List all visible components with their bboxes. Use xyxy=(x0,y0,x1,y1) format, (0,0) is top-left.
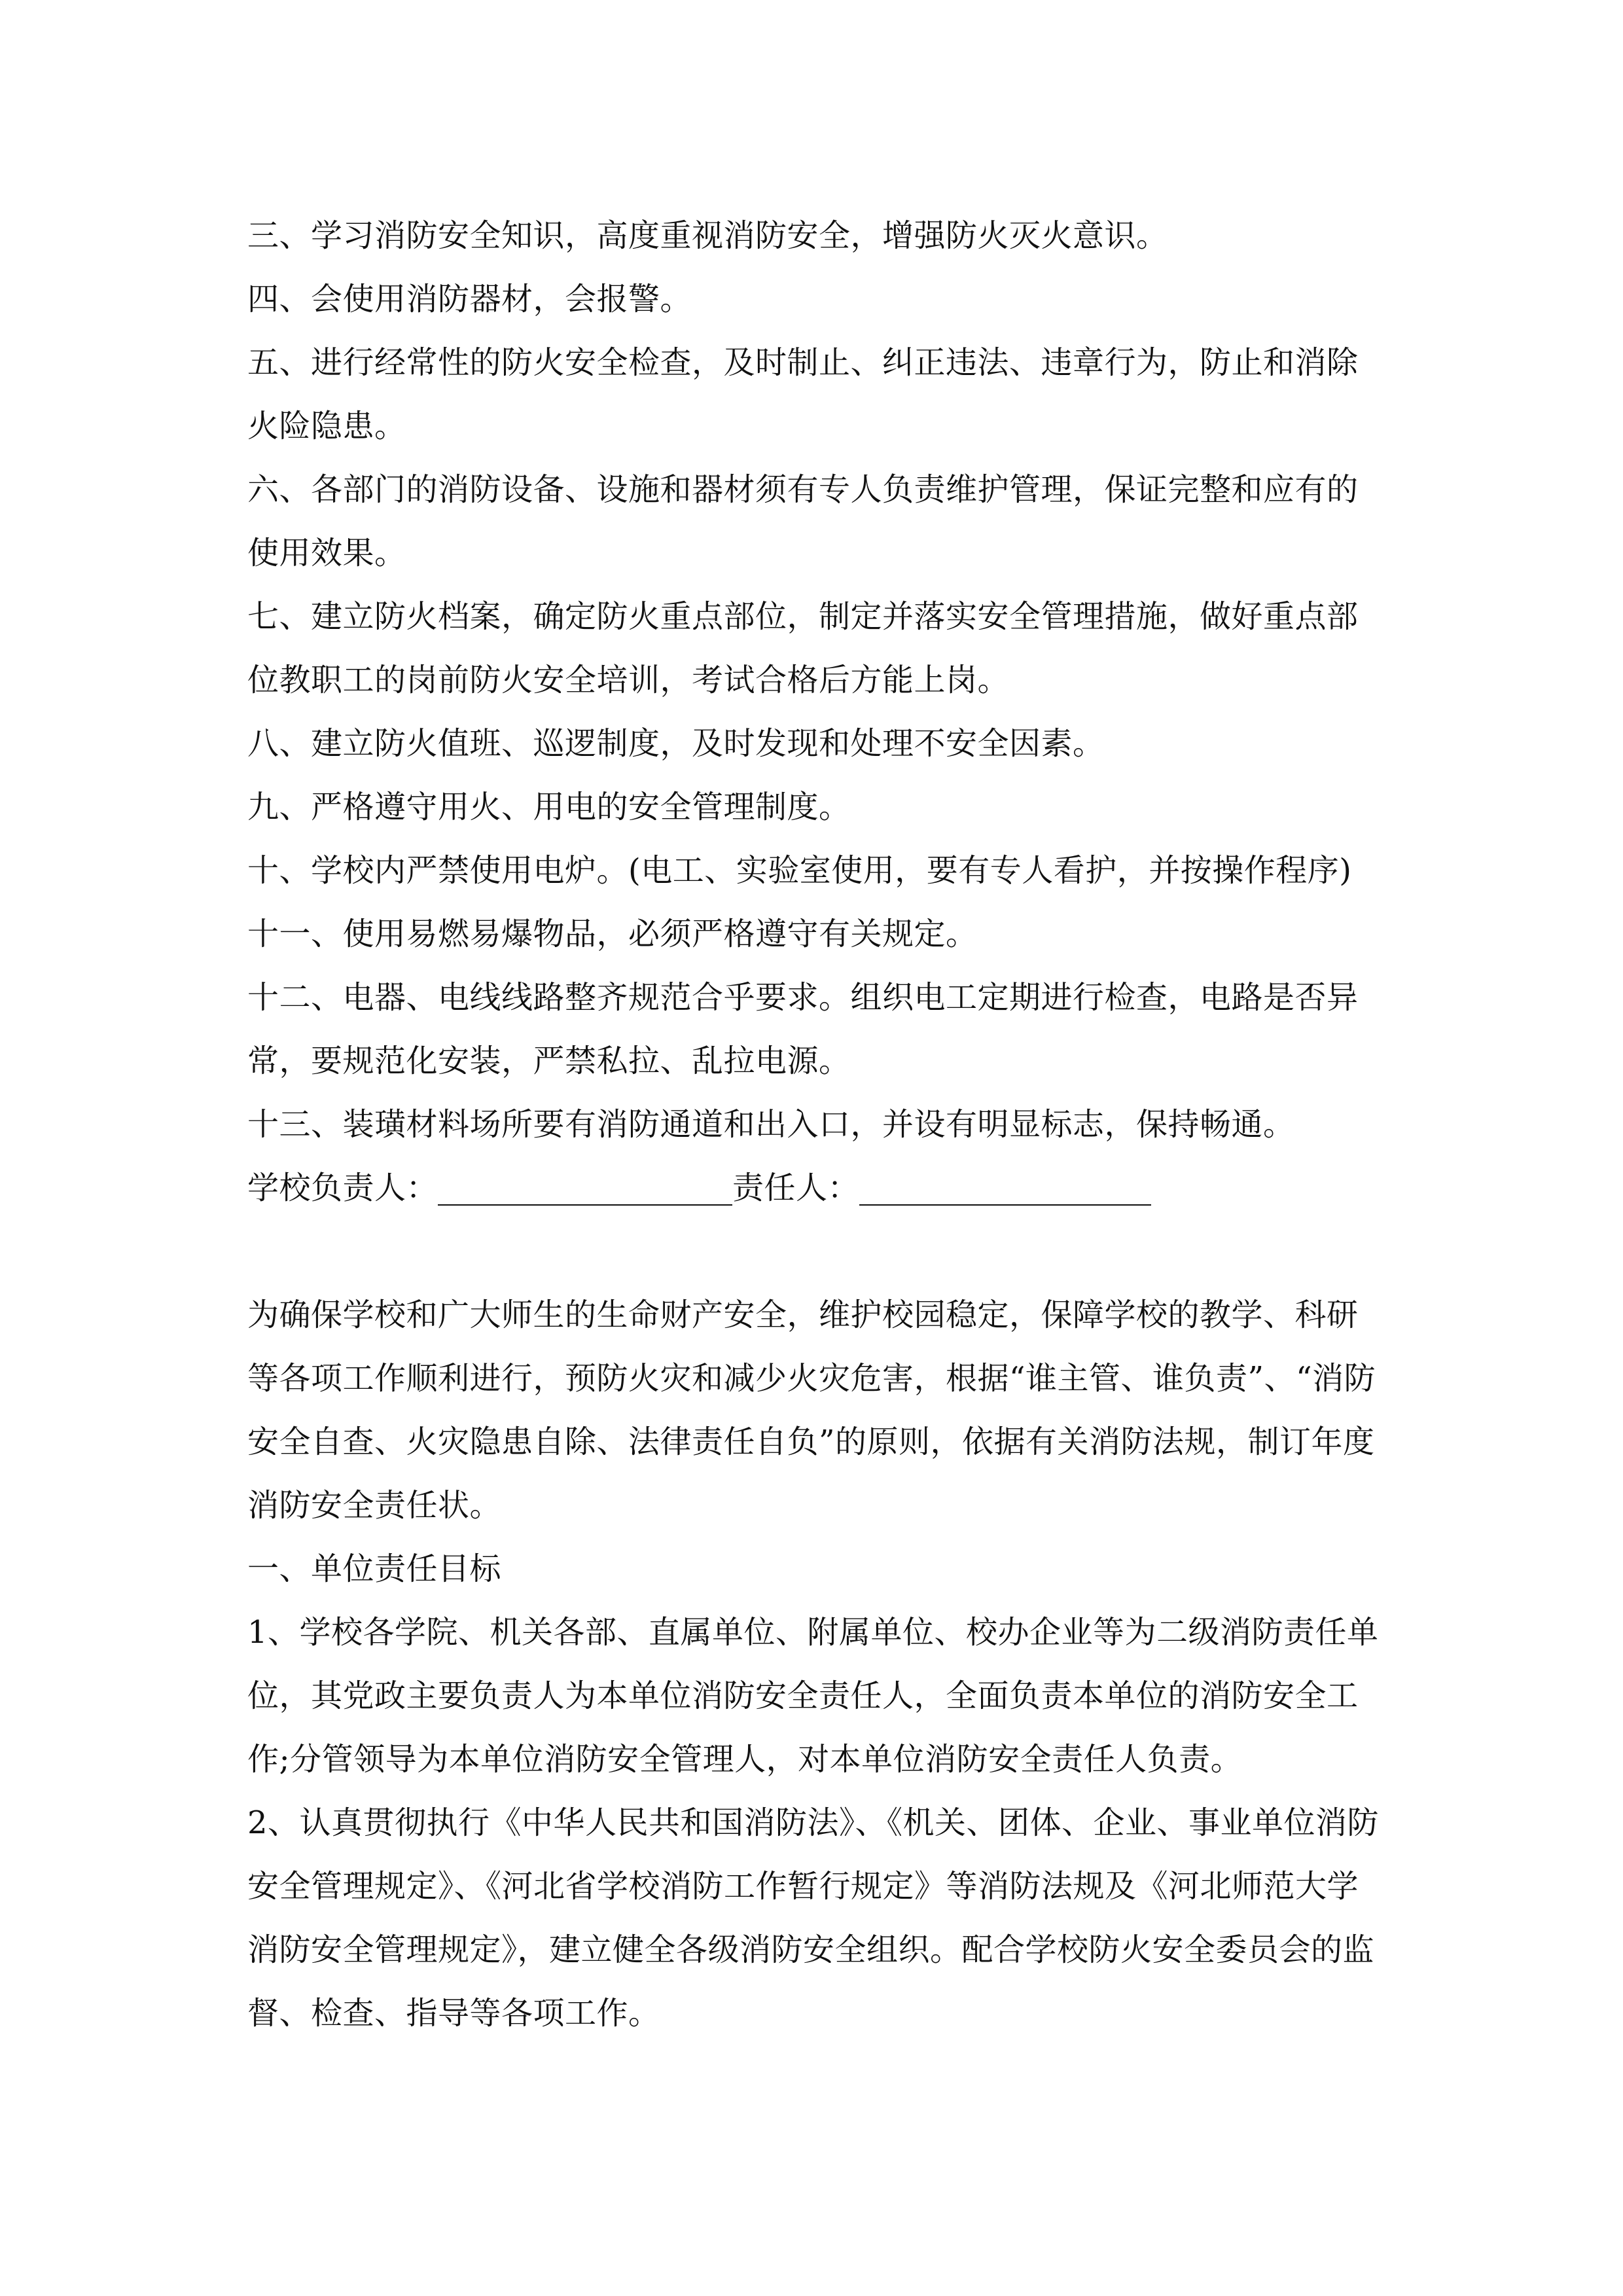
rule-item-4: 四、会使用消防器材，会报警。 xyxy=(247,281,692,317)
rule-item-7: 七、建立防火档案，确定防火重点部位，制定并落实安全管理措施，做好重点部位教职工的岗前防火安全培训，考试合格后方能上岗。 xyxy=(247,598,1359,698)
responsible-label: 责任人： xyxy=(732,1170,860,1206)
school-head-blank[interactable] xyxy=(438,1173,732,1206)
school-head-label: 学校负责人： xyxy=(247,1170,438,1206)
rule-item-8: 八、建立防火值班、巡逻制度，及时发现和处理不安全因素。 xyxy=(247,725,1105,762)
target-point-1: 1、学校各学院、机关各部、直属单位、附属单位、校办企业等为二级消防责任单位，其党政主要负责人为本单位消防安全责任人，全面负责本单位的消防安全工作;分管领导为本单位消防安全管理人，对本单位消防安全责任人负责。 xyxy=(247,1614,1379,1778)
rule-item-12: 十二、电器、电线线路整齐规范合乎要求。组织电工定期进行检查，电路是否异常，要规范化安装，严禁私拉、乱拉电源。 xyxy=(247,979,1359,1079)
rule-item-13: 十三、装璜材料场所要有消防通道和出入口，并设有明显标志，保持畅通。 xyxy=(247,1106,1295,1143)
intro-paragraph: 为确保学校和广大师生的生命财产安全，维护校园稳定，保障学校的教学、科研等各项工作顺利进行，预防火灾和减少火灾危害，根据“谁主管、谁负责”、“消防安全自查、火灾隐患自除、法律责任自负”的原则，依据有关消防法规，制订年度消防安全责任状。 xyxy=(247,1297,1376,1524)
rule-item-3: 三、学习消防安全知识，高度重视消防安全，增强防火灭火意识。 xyxy=(247,217,1168,254)
rule-item-6: 六、各部门的消防设备、设施和器材须有专人负责维护管理，保证完整和应有的使用效果。 xyxy=(247,471,1359,571)
section-gap xyxy=(247,1220,1386,1283)
rule-item-10: 十、学校内严禁使用电炉。(电工、实验室使用，要有专人看护，并按操作程序) xyxy=(247,852,1352,889)
document-page xyxy=(247,204,1386,2045)
rule-item-11: 十一、使用易燃易爆物品，必须严格遵守有关规定。 xyxy=(247,916,978,952)
section-heading: 一、单位责任目标 xyxy=(247,1551,502,1587)
signature-line xyxy=(247,1157,1386,1220)
rule-item-9: 九、严格遵守用火、用电的安全管理制度。 xyxy=(247,789,851,825)
responsible-blank[interactable] xyxy=(859,1173,1151,1206)
target-point-2: 2、认真贯彻执行《中华人民共和国消防法》、《机关、团体、企业、事业单位消防安全管理规定》、《河北省学校消防工作暂行规定》等消防法规及《河北师范大学消防安全管理规定》，建立健全各级消防安全组织。配合学校防火安全委员会的监督、检查、指导等各项工作。 xyxy=(247,1804,1380,2032)
rule-item-5: 五、进行经常性的防火安全检查，及时制止、纠正违法、违章行为，防止和消除火险隐患。 xyxy=(247,344,1359,444)
